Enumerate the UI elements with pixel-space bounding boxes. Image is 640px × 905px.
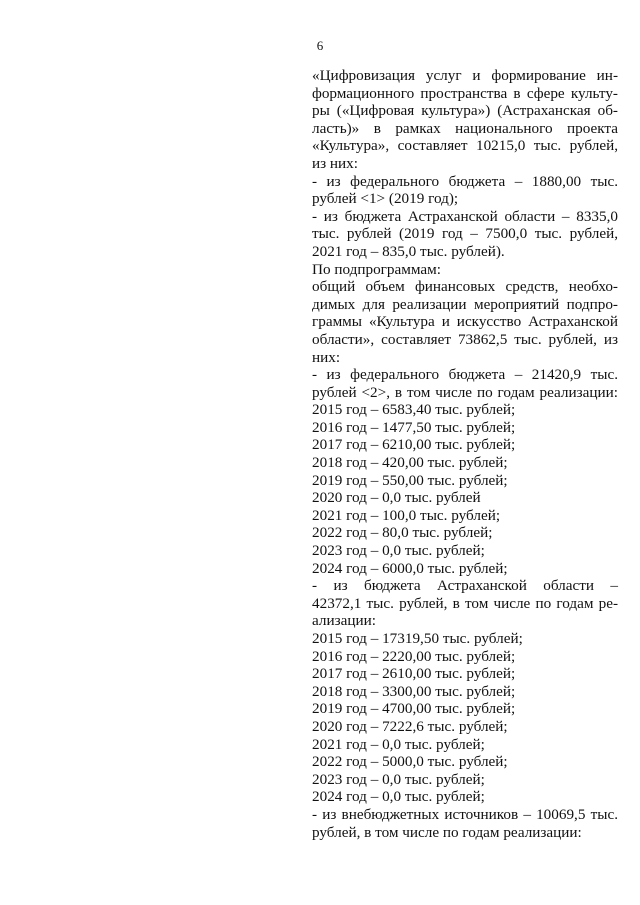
text-line: общий объем финансовых средств, необхо-: [312, 278, 618, 296]
text-line: - из бюджета Астраханской области – 8335,0: [312, 207, 618, 225]
text-line: - из внебюджетных источников – 10069,5 тыс.: [312, 805, 618, 823]
text-line: рублей, в том числе по годам реализации:: [312, 823, 582, 841]
text-line: 2020 год – 0,0 тыс. рублей: [312, 489, 481, 507]
text-line: них:: [312, 348, 341, 366]
text-line: 2016 год – 2220,00 тыс. рублей;: [312, 647, 516, 665]
text-line: 2023 год – 0,0 тыс. рублей;: [312, 770, 485, 788]
text-line: 2021 год – 100,0 тыс. рублей;: [312, 506, 501, 524]
text-line: 2022 год – 80,0 тыс. рублей;: [312, 524, 493, 542]
page-number: 6: [316, 38, 324, 53]
text-line: формационного пространства в сфере культу-: [312, 84, 618, 102]
text-line: ализации:: [312, 612, 376, 630]
text-line: 2020 год – 7222,6 тыс. рублей;: [312, 717, 508, 735]
text-line: «Культура», составляет 10215,0 тыс. рублей,: [312, 137, 618, 155]
text-line: 2015 год – 6583,40 тыс. рублей;: [312, 401, 516, 419]
text-line: 2016 год – 1477,50 тыс. рублей;: [312, 418, 516, 436]
text-line: ласть)» в рамках национального проекта: [312, 119, 618, 137]
text-line: рублей <1> (2019 год);: [312, 190, 459, 208]
text-line: тыс. рублей (2019 год – 7500,0 тыс. рублей,: [312, 225, 618, 243]
text-line: 2019 год – 550,00 тыс. рублей;: [312, 471, 508, 489]
text-line: - из федерального бюджета – 21420,9 тыс.: [312, 366, 618, 384]
text-line: 2017 год – 2610,00 тыс. рублей;: [312, 665, 516, 683]
text-line: граммы «Культура и искусство Астраханской: [312, 313, 618, 331]
text-line: 2024 год – 0,0 тыс. рублей;: [312, 788, 485, 806]
text-line: области», составляет 73862,5 тыс. рублей, из: [312, 330, 618, 348]
text-line: 2018 год – 420,00 тыс. рублей;: [312, 454, 508, 472]
text-line: 2023 год – 0,0 тыс. рублей;: [312, 542, 485, 560]
text-line: 2022 год – 5000,0 тыс. рублей;: [312, 753, 508, 771]
text-line: 2017 год – 6210,00 тыс. рублей;: [312, 436, 516, 454]
text-line: 42372,1 тыс. рублей, в том числе по годам ре-: [312, 594, 618, 612]
text-line: 2019 год – 4700,00 тыс. рублей;: [312, 700, 516, 718]
text-line: 2015 год – 17319,50 тыс. рублей;: [312, 630, 523, 647]
text-line: 2021 год – 0,0 тыс. рублей;: [312, 735, 485, 753]
text-line: 2021 год – 835,0 тыс. рублей).: [312, 242, 505, 260]
text-line: ры («Цифровая культура») (Астраханская об-: [312, 102, 618, 120]
document-body-text: [312, 67, 618, 841]
text-line: - из федерального бюджета – 1880,00 тыс.: [312, 172, 618, 190]
text-line: 2018 год – 3300,00 тыс. рублей;: [312, 682, 516, 700]
text-line: димых для реализации мероприятий подпро-: [312, 295, 618, 313]
text-line: - из бюджета Астраханской области –: [312, 577, 618, 595]
text-line: из них:: [312, 154, 358, 172]
text-line: рублей <2>, в том числе по годам реализации:: [312, 383, 618, 401]
text-line: «Цифровизация услуг и формирование ин-: [312, 67, 618, 84]
text-line: 2024 год – 6000,0 тыс. рублей;: [312, 559, 508, 577]
text-line: По подпрограммам:: [312, 260, 441, 278]
